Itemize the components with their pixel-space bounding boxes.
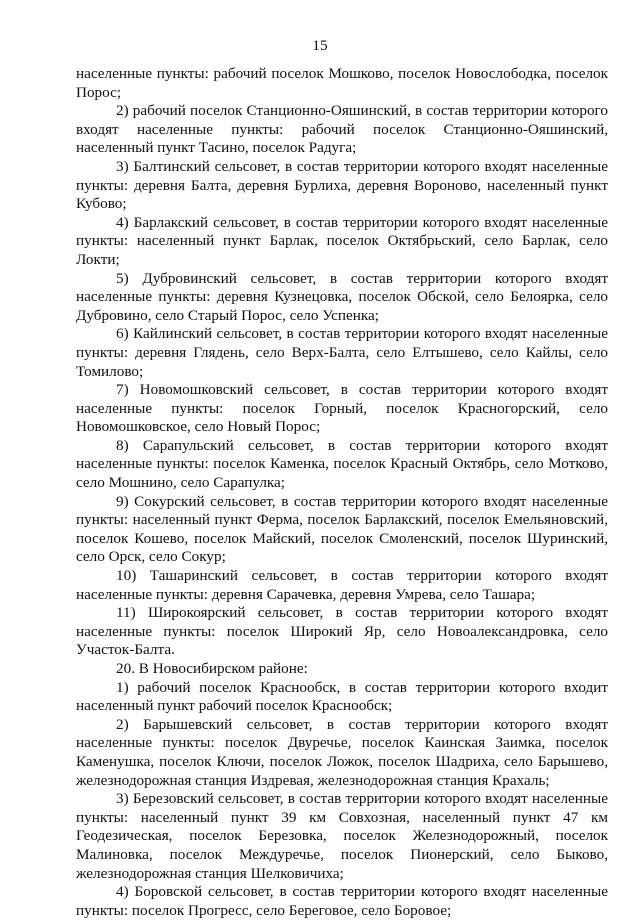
paragraph-4: 4) Барлакский сельсовет, в состав территории которого входят населенные пункты: населенный пункт Барлак, поселок Октябрьский, село Барлак, село Локти;: [76, 213, 608, 268]
paragraph-10: 10) Ташаринский сельсовет, в состав территории которого входят населенные пункты: деревня Сарачевка, деревня Умрева, село Ташара;: [76, 567, 608, 603]
paragraph-14: 2) Барышевский сельсовет, в состав территории которого входят населенные пункты: поселок Двуречье, поселок Каинская Заимка, поселок Каменушка, поселок Ключи, поселок Ложок, поселок Шадриха, село Барышево, железнодорожная станция Издревая, железнодорожная станция Крахаль;: [76, 715, 608, 789]
page-number: 15: [312, 37, 328, 54]
paragraph-6: 6) Кайлинский сельсовет, в состав территории которого входят населенные пункты: деревня Глядень, село Верх-Балта, село Елтышево, село Кайлы, село Томилово;: [76, 325, 608, 380]
paragraph-5: 5) Дубровинский сельсовет, в состав территории которого входят населенные пункты: деревня Кузнецовка, поселок Обской, село Белоярка, село Дубровино, село Старый Порос, село Успенка;: [76, 269, 608, 324]
paragraph-15: 3) Березовский сельсовет, в состав территории которого входят населенные пункты: населенный пункт 39 км Совхозная, населенный пункт 47 км Геодезическая, поселок Березовка, поселок Железнодорожный, поселок Малиновка, поселок Междуречье, поселок Пионерский, село Быково, железнодорожная станция Шелковичиха;: [76, 790, 608, 882]
paragraph-11: 11) Широкоярский сельсовет, в состав территории которого входят населенные пункты: поселок Широкий Яр, село Новоалександровка, село Участок-Балта.: [76, 604, 608, 659]
paragraph-9: 9) Сокурский сельсовет, в состав территории которого входят населенные пункты: населенный пункт Ферма, поселок Барлакский, поселок Емельяновский, поселок Кошево, поселок Майский, поселок Смоленский, поселок Шуринский, село Орск, село Сокур;: [76, 492, 608, 566]
document-body: [76, 65, 608, 920]
section-heading: 20. В Новосибирском районе:: [116, 660, 308, 677]
paragraph-7: 7) Новомошковский сельсовет, в состав территории которого входят населенные пункты: поселок Горный, поселок Красногорский, село Новомошковское, село Новый Порос;: [76, 381, 608, 436]
paragraph-1: населенные пункты: рабочий поселок Мошково, поселок Новослободка, поселок Порос;: [76, 65, 608, 101]
paragraph-3: 3) Балтинский сельсовет, в состав территории которого входят населенные пункты: деревня Балта, деревня Бурлиха, деревня Вороново, населенный пункт Кубово;: [76, 157, 608, 213]
paragraph-8: 8) Сарапульский сельсовет, в состав территории которого входят населенные пункты: поселок Каменка, поселок Красный Октябрь, село Мотково, село Мошнино, село Сарапулка;: [76, 436, 608, 492]
paragraph-13: 1) рабочий поселок Краснообск, в состав территории которого входит населенный пункт рабочий поселок Краснообск;: [76, 678, 608, 715]
paragraph-2: 2) рабочий поселок Станционно-Ояшинский, в состав территории которого входят населенные пункты: рабочий поселок Станционно-Ояшинский, населенный пункт Тасино, поселок Радуга;: [76, 102, 608, 157]
paragraph-16: 4) Боровской сельсовет, в состав территории которого входят населенные пункты: поселок Прогресс, село Береговое, село Боровое;: [76, 883, 608, 919]
